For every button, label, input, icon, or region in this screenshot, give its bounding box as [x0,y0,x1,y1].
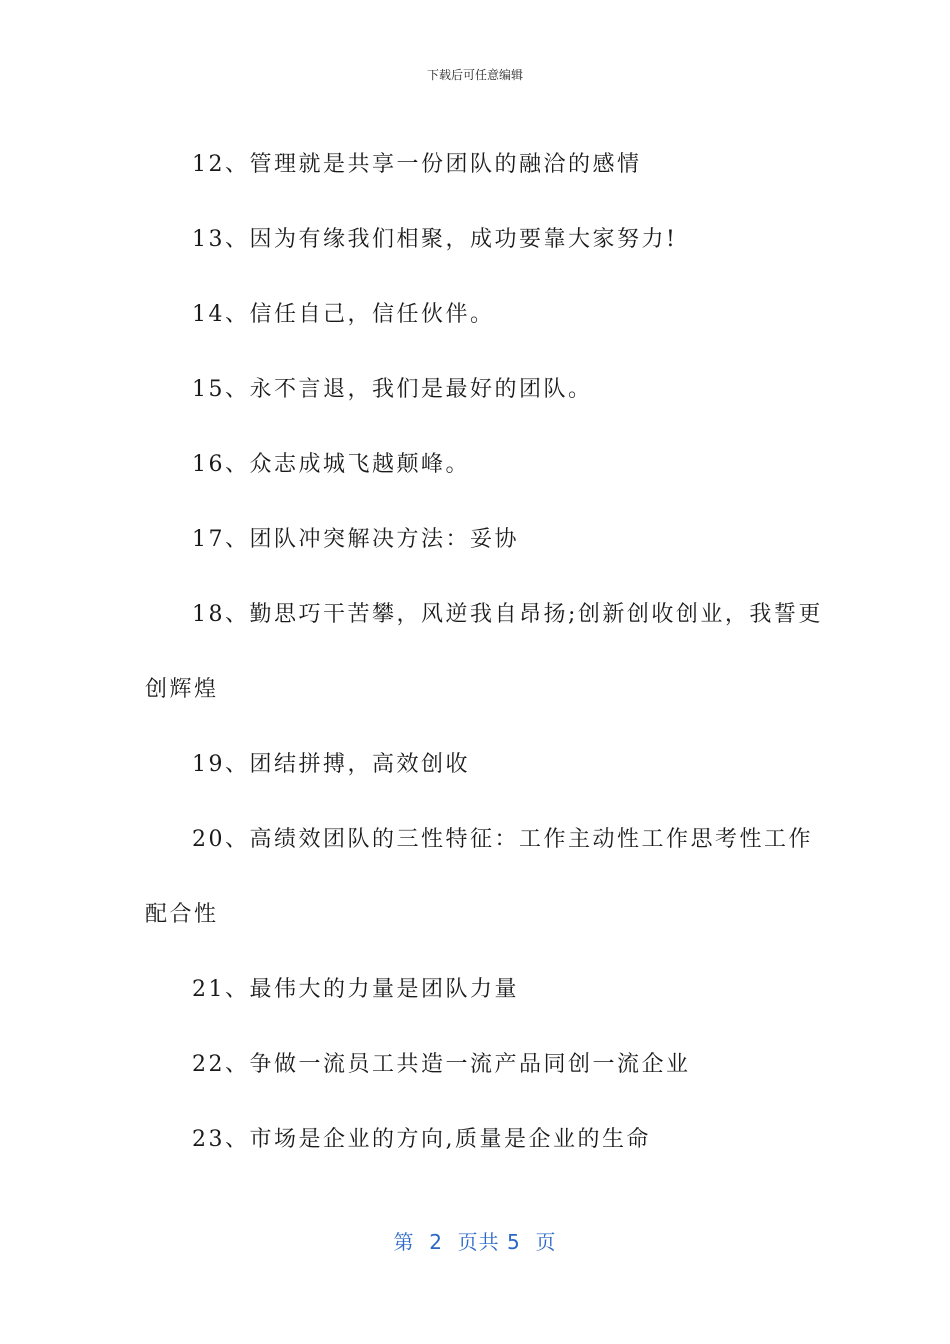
list-item: 15、永不言退，我们是最好的团队。 [192,377,593,402]
list-item: 16、众志成城飞越颠峰。 [192,452,470,477]
list-item: 22、争做一流员工共造一流产品同创一流企业 [192,1052,691,1077]
list-item: 20、高绩效团队的三性特征：工作主动性工作思考性工作配合性 [145,827,813,927]
list-item: 14、信任自己，信任伙伴。 [192,302,495,327]
document-body [145,127,825,1177]
list-item: 23、市场是企业的方向,质量是企业的生命 [192,1127,651,1152]
list-item: 12、管理就是共享一份团队的融洽的感情 [192,152,642,177]
list-item: 18、勤思巧干苦攀，风逆我自昂扬;创新创收创业，我誓更创辉煌 [145,602,823,702]
list-item: 21、最伟大的力量是团队力量 [192,977,519,1002]
page-footer: 第 2 页共 5 页 [393,1230,557,1254]
list-item: 17、团队冲突解决方法：妥协 [192,527,519,552]
list-item: 13、因为有缘我们相聚，成功要靠大家努力! [192,227,678,252]
page-header: 下载后可任意编辑 [426,68,523,82]
list-item: 19、团结拼搏，高效创收 [192,752,470,777]
